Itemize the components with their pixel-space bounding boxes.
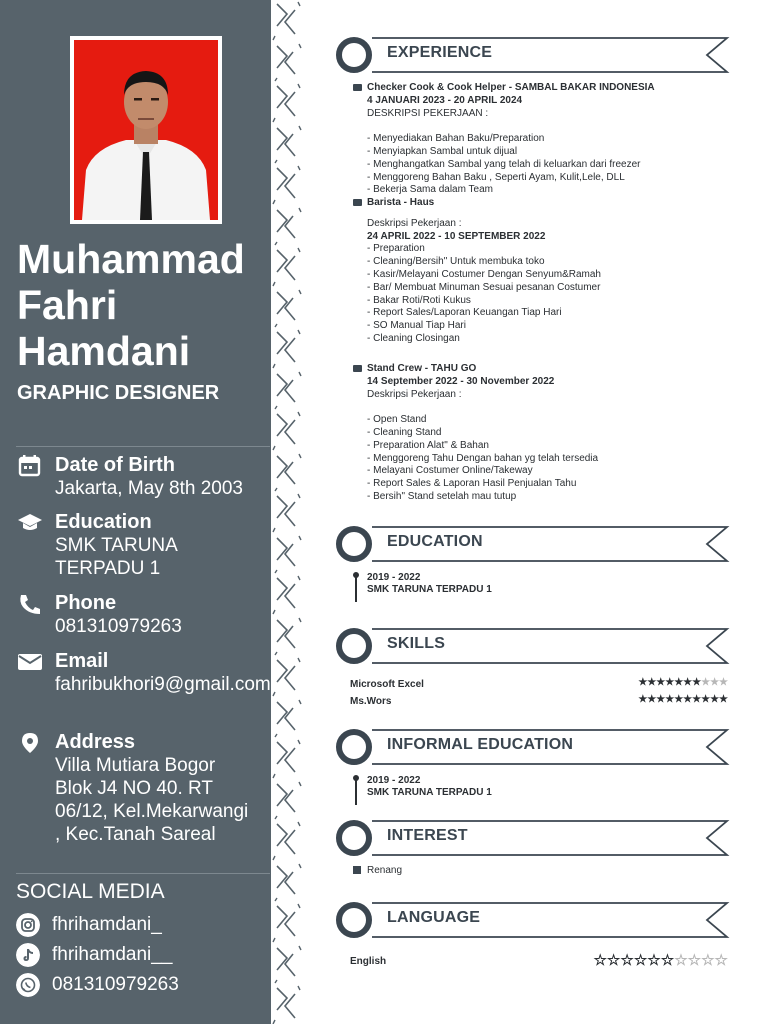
section-header-language: [334, 900, 730, 940]
job-task: - Report Sales & Laporan Hasil Penjualan Tahu: [367, 478, 577, 490]
calendar-icon: [17, 455, 43, 477]
star-filled-icon: ★: [692, 677, 702, 688]
skill-rating: [638, 677, 728, 688]
star-filled-icon: ★: [692, 694, 702, 705]
job-task: - Kasir/Melayani Costumer Dengan Senyum&Ramah: [367, 268, 601, 280]
mail-icon: [17, 651, 43, 673]
job-role: GRAPHIC DESIGNER: [17, 382, 220, 404]
section-title: SKILLS: [387, 635, 446, 652]
star-empty-icon: ★: [719, 677, 728, 688]
full-name: [17, 236, 245, 374]
social-phone: 081310979263: [52, 974, 179, 995]
section-header-informal-education: [334, 727, 730, 767]
star-filled-icon: ★: [656, 694, 666, 705]
job-desc-label: Deskripsi Pekerjaan :: [367, 217, 462, 229]
divider: [16, 873, 270, 874]
info-label: Date of Birth: [55, 454, 175, 476]
info-label: Address: [55, 731, 136, 753]
star-filled-icon: ☆: [647, 952, 661, 969]
skill-rating: [638, 694, 728, 705]
social-handle: fhrihamdani__: [52, 944, 173, 965]
info-value: SMK TARUNA TERPADU 1: [55, 535, 177, 579]
education-entry: [353, 572, 553, 606]
section-title: INTEREST: [387, 827, 468, 844]
job-task: - Menggoreng Tahu Dengan bahan yg telah tersedia: [367, 452, 599, 464]
job-task: - Report Sales/Laporan Keuangan Tiap Hari: [367, 307, 562, 319]
section-title: LANGUAGE: [387, 909, 481, 926]
star-empty-icon: ☆: [687, 952, 702, 969]
info-label: Education: [55, 511, 152, 533]
job-desc-label: Deskripsi Pekerjaan :: [367, 388, 462, 400]
name-line-middle: Fahri: [17, 282, 118, 328]
star-filled-icon: ★: [674, 694, 684, 705]
star-filled-icon: ★: [719, 694, 728, 705]
briefcase-icon: [353, 365, 362, 372]
info-value: fahribukhori9@gmail.com: [55, 674, 271, 695]
briefcase-icon: [353, 84, 362, 91]
phone-icon: [17, 593, 43, 615]
job-task: - Bar/ Membuat Minuman Sesuai pesanan Costumer: [367, 281, 601, 293]
job-task: - Bakar Roti/Roti Kukus: [367, 294, 471, 306]
timeline-line: [355, 779, 357, 805]
section-title: INFORMAL EDUCATION: [387, 736, 574, 753]
star-empty-icon: ★: [710, 677, 720, 688]
social-handle: fhrihamdani_: [52, 914, 162, 935]
job-task: - Melayani Costumer Online/Takeway: [367, 465, 533, 477]
education-school: SMK TARUNA TERPADU 1: [367, 787, 492, 798]
job-task: - Bekerja Sama dalam Team: [367, 184, 493, 196]
job-task: - Open Stand: [367, 414, 427, 426]
informal-education-entry: [353, 775, 553, 809]
language-name: English: [350, 956, 387, 967]
section-header-experience: [334, 35, 730, 75]
info-value: 081310979263: [55, 616, 182, 637]
section-title: EDUCATION: [387, 533, 483, 550]
job-task: - Cleaning Stand: [367, 426, 442, 438]
decorative-pattern: [271, 0, 304, 1024]
section-header-skills: [334, 626, 730, 666]
job-title: Barista - Haus: [353, 197, 743, 210]
job-entry: [353, 197, 743, 346]
star-filled-icon: ★: [638, 677, 648, 688]
star-empty-icon: ☆: [674, 952, 688, 969]
education-period: 2019 - 2022: [367, 775, 421, 786]
job-task: - Preparation Alat" & Bahan: [367, 439, 489, 451]
name-line-first: Muhammad: [17, 236, 245, 282]
star-empty-icon: ★: [701, 677, 711, 688]
briefcase-icon: [353, 199, 362, 206]
info-value: Villa Mutiara Bogor Blok J4 NO 40. RT 06/12, Kel.Mekarwangi , Kec.Tanah Sareal: [55, 755, 249, 845]
job-task: - Menyediakan Bahan Baku/Preparation: [367, 133, 545, 145]
job-entry: [353, 363, 743, 504]
star-filled-icon: ★: [710, 694, 720, 705]
job-task: - Cleaning Closingan: [367, 332, 460, 344]
graduation-cap-icon: [17, 512, 43, 534]
interest-label: Renang: [367, 865, 403, 876]
language-row: [350, 952, 730, 970]
info-label: Email: [55, 650, 109, 672]
star-filled-icon: ☆: [606, 952, 621, 969]
whatsapp-icon: [16, 973, 40, 997]
section-header-interest: [334, 818, 730, 858]
education-period: 2019 - 2022: [367, 572, 421, 583]
star-filled-icon: ★: [638, 694, 648, 705]
timeline-line: [355, 576, 357, 602]
star-filled-icon: ★: [674, 677, 684, 688]
skill-name: Ms.Wors: [350, 696, 392, 707]
job-task: - Preparation: [367, 243, 425, 255]
instagram-icon: [16, 913, 40, 937]
divider: [16, 446, 270, 447]
star-filled-icon: ★: [701, 694, 711, 705]
star-filled-icon: ☆: [593, 952, 607, 969]
star-filled-icon: ★: [683, 694, 693, 705]
skill-name: Microsoft Excel: [350, 679, 424, 690]
star-filled-icon: ☆: [660, 952, 675, 969]
social-media-title: SOCIAL MEDIA: [16, 880, 165, 903]
job-task: - Bersih" Stand setelah mau tutup: [367, 490, 517, 502]
star-filled-icon: ★: [665, 694, 675, 705]
star-filled-icon: ★: [647, 677, 657, 688]
job-task: - SO Manual Tiap Hari: [367, 320, 466, 332]
job-task: - Menghangatkan Sambal yang telah di keluarkan dari freezer: [367, 158, 641, 170]
star-filled-icon: ★: [647, 694, 657, 705]
name-line-last: Hamdani: [17, 328, 191, 374]
star-filled-icon: ☆: [633, 952, 648, 969]
profile-photo: [70, 36, 222, 224]
language-rating: [593, 951, 728, 969]
sidebar: [0, 0, 271, 1024]
job-entry: [353, 82, 743, 197]
job-task: - Cleaning/Bersih" Untuk membuka toko: [367, 256, 545, 268]
skill-row: [350, 679, 730, 693]
job-task: - Menyiapkan Sambal untuk dijual: [367, 145, 518, 157]
star-empty-icon: ☆: [701, 952, 715, 969]
job-title: Stand Crew - TAHU GO: [353, 363, 743, 376]
job-period: 4 JANUARI 2023 - 20 APRIL 2024: [367, 94, 523, 106]
star-filled-icon: ★: [683, 677, 693, 688]
skill-row: [350, 696, 730, 710]
job-title: Checker Cook & Cook Helper - SAMBAL BAKAR INDONESIA: [353, 82, 743, 95]
info-label: Phone: [55, 592, 117, 614]
job-period: 14 September 2022 - 30 November 2022: [367, 375, 555, 387]
star-filled-icon: ☆: [620, 952, 634, 969]
section-title: EXPERIENCE: [387, 44, 493, 61]
checkbox-icon: [353, 866, 361, 874]
star-filled-icon: ★: [665, 677, 675, 688]
job-desc-label: DESKRIPSI PEKERJAAN :: [367, 107, 489, 119]
profile-photo-image: [74, 40, 218, 220]
star-empty-icon: ☆: [714, 952, 728, 969]
location-icon: [17, 732, 43, 754]
star-filled-icon: ★: [656, 677, 666, 688]
job-task: - Menggoreng Bahan Baku , Seperti Ayam, Kulit,Lele, DLL: [367, 171, 625, 183]
tiktok-icon: [16, 943, 40, 967]
education-school: SMK TARUNA TERPADU 1: [367, 584, 492, 595]
job-period: 24 APRIL 2022 - 10 SEPTEMBER 2022: [367, 230, 546, 242]
info-value: Jakarta, May 8th 2003: [55, 478, 243, 499]
section-header-education: [334, 524, 730, 564]
